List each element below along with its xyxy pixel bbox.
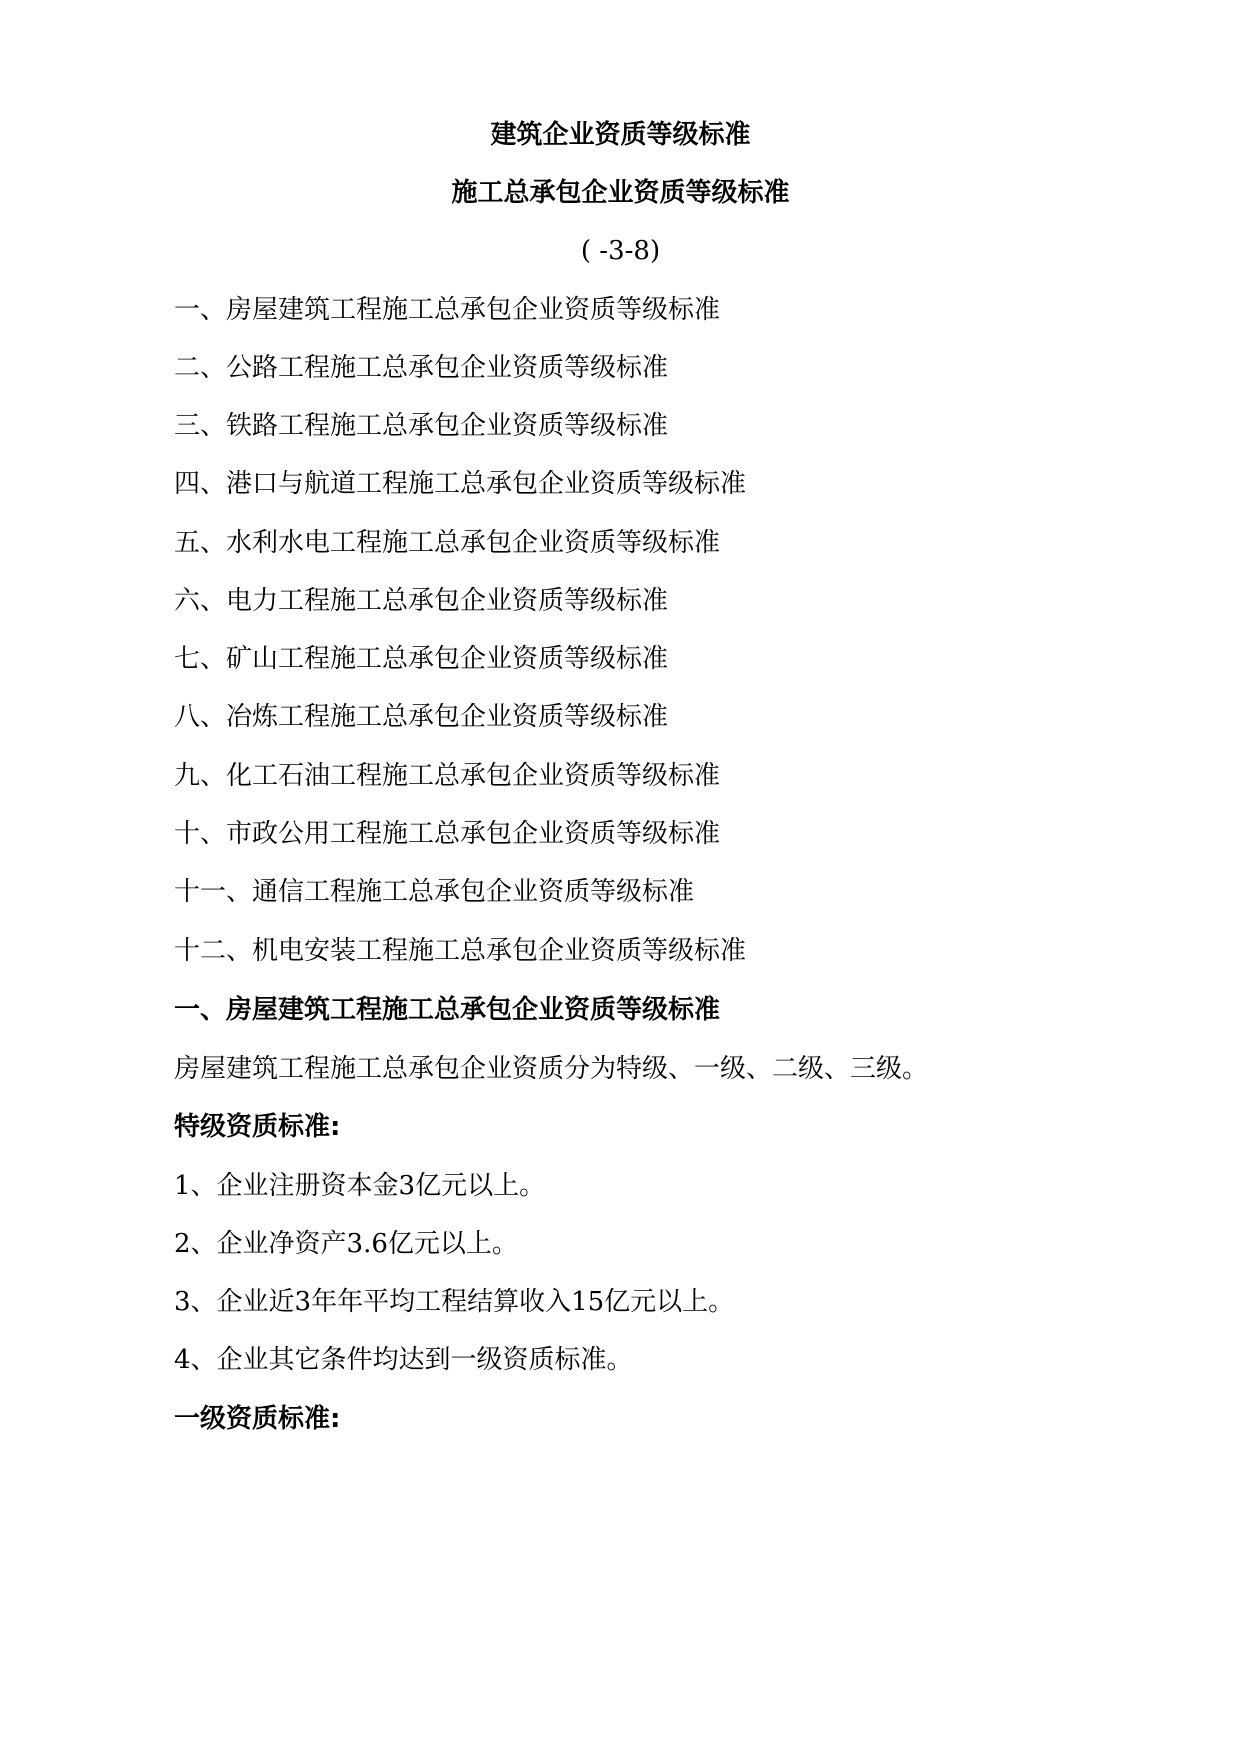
toc-item: 四、港口与航道工程施工总承包企业资质等级标准 [174, 469, 747, 499]
special-grade-item: 1、企业注册资本金3亿元以上。 [174, 1171, 546, 1201]
toc-item: 一、房屋建筑工程施工总承包企业资质等级标准 [174, 295, 721, 325]
section-intro: 房屋建筑工程施工总承包企业资质分为特级、一级、二级、三级。 [174, 1054, 929, 1084]
toc-item: 五、水利水电工程施工总承包企业资质等级标准 [174, 528, 721, 558]
special-grade-item: 4、企业其它条件均达到一级资质标准。 [174, 1345, 633, 1375]
document-date: ( -3-8) [580, 236, 661, 266]
toc-item: 十一、通信工程施工总承包企业资质等级标准 [174, 877, 695, 907]
toc-item: 八、冶炼工程施工总承包企业资质等级标准 [174, 702, 669, 732]
document-title: 建筑企业资质等级标准 [490, 120, 751, 150]
level1-grade-heading: 一级资质标准: [174, 1404, 341, 1434]
document-subtitle: 施工总承包企业资质等级标准 [451, 178, 790, 208]
toc-item: 二、公路工程施工总承包企业资质等级标准 [174, 353, 669, 383]
special-grade-item: 2、企业净资产3.6亿元以上。 [174, 1229, 518, 1259]
section-heading: 一、房屋建筑工程施工总承包企业资质等级标准 [174, 995, 721, 1025]
toc-item: 九、化工石油工程施工总承包企业资质等级标准 [174, 761, 721, 791]
toc-item: 六、电力工程施工总承包企业资质等级标准 [174, 586, 669, 616]
toc-item: 三、铁路工程施工总承包企业资质等级标准 [174, 411, 669, 441]
special-grade-item: 3、企业近3年年平均工程结算收入15亿元以上。 [174, 1287, 735, 1317]
toc-item: 七、矿山工程施工总承包企业资质等级标准 [174, 644, 669, 674]
toc-item: 十、市政公用工程施工总承包企业资质等级标准 [174, 819, 721, 849]
special-grade-heading: 特级资质标准: [174, 1112, 341, 1142]
toc-item: 十二、机电安装工程施工总承包企业资质等级标准 [174, 936, 747, 966]
